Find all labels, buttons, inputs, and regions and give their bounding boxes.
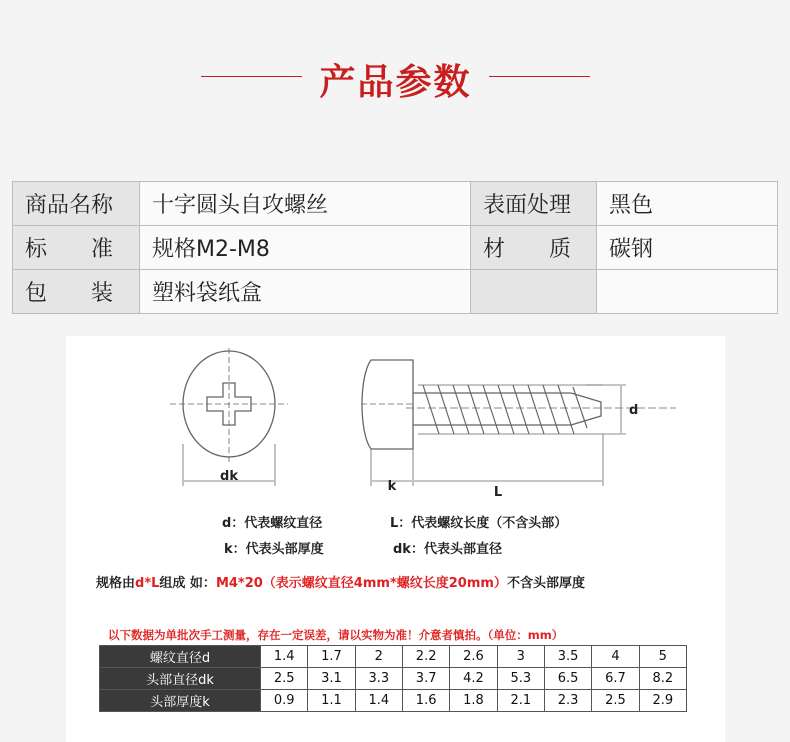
screw-diagram: [66, 336, 725, 742]
title-divider-right: [489, 76, 590, 77]
size-cell: 3.5: [544, 646, 591, 668]
size-row-header: 螺纹直径d: [100, 646, 261, 668]
dim-label-L: L: [493, 485, 503, 500]
params-row: [13, 226, 778, 270]
size-table: [99, 645, 687, 712]
dim-label-dk: dk: [220, 469, 238, 484]
size-cell: 2: [355, 646, 402, 668]
size-cell: 3.3: [355, 668, 402, 690]
title-section: [0, 50, 790, 106]
size-cell: 5: [639, 646, 686, 668]
param-label-name: 商品名称: [13, 182, 140, 226]
dim-label-d: d: [629, 403, 639, 418]
legend-L: L：代表螺纹长度（不含头部）: [390, 516, 568, 531]
size-cell: 1.6: [402, 690, 449, 712]
spec-prefix: 规格由: [96, 576, 136, 591]
title-divider-left: [201, 76, 302, 77]
size-cell: 0.9: [261, 690, 308, 712]
spec-suffix: 不含头部厚度: [506, 576, 585, 591]
screw-drawing: [66, 336, 725, 566]
size-cell: 2.6: [450, 646, 497, 668]
param-value-material: 碳钢: [597, 226, 778, 270]
params-row: [13, 270, 778, 314]
size-cell: 2.9: [639, 690, 686, 712]
size-cell: 3.1: [308, 668, 355, 690]
spec-mid: 组成 如：: [159, 576, 216, 591]
size-cell: 3: [497, 646, 544, 668]
size-cell: 1.8: [450, 690, 497, 712]
screw-head-side-view: [362, 360, 413, 449]
param-value-empty: [597, 270, 778, 314]
param-label-finish: 表面处理: [471, 182, 597, 226]
size-cell: 4.2: [450, 668, 497, 690]
spec-dl: d*L: [135, 576, 160, 591]
size-cell: 6.7: [592, 668, 639, 690]
dim-label-k: k: [387, 479, 397, 494]
param-label-package: 包 装: [13, 270, 140, 314]
size-cell: 8.2: [639, 668, 686, 690]
size-cell: 3.7: [402, 668, 449, 690]
params-table: [12, 181, 778, 314]
param-label-empty: [471, 270, 597, 314]
size-cell: 1.4: [355, 690, 402, 712]
table-row: [100, 668, 687, 690]
size-row-header: 头部厚度k: [100, 690, 261, 712]
size-cell: 2.2: [402, 646, 449, 668]
size-cell: 1.4: [261, 646, 308, 668]
spec-description: [96, 572, 585, 591]
param-label-material: 材 质: [471, 226, 597, 270]
legend-k: k：代表头部厚度: [224, 542, 324, 557]
param-value-name: 十字圆头自攻螺丝: [140, 182, 471, 226]
size-cell: 2.1: [497, 690, 544, 712]
spec-example: M4*20（表示螺纹直径4mm*螺纹长度20mm）: [215, 576, 507, 591]
page-title: 产品参数: [319, 62, 472, 103]
size-cell: 2.3: [544, 690, 591, 712]
size-cell: 4: [592, 646, 639, 668]
size-row-header: 头部直径dk: [100, 668, 261, 690]
size-cell: 1.1: [308, 690, 355, 712]
table-row: [100, 646, 687, 668]
param-value-finish: 黑色: [597, 182, 778, 226]
size-cell: 2.5: [261, 668, 308, 690]
size-cell: 2.5: [592, 690, 639, 712]
measurement-note: 以下数据为单批次手工测量，存在一定误差，请以实物为准！介意者慎拍。（单位：mm）: [108, 628, 564, 642]
size-cell: 1.7: [308, 646, 355, 668]
params-row: [13, 182, 778, 226]
legend-d: d：代表螺纹直径: [222, 516, 323, 531]
table-row: [100, 690, 687, 712]
size-cell: 5.3: [497, 668, 544, 690]
param-value-standard: 规格M2-M8: [140, 226, 471, 270]
param-value-package: 塑料袋纸盒: [140, 270, 471, 314]
legend-dk: dk：代表头部直径: [393, 542, 502, 557]
size-cell: 6.5: [544, 668, 591, 690]
param-label-standard: 标 准: [13, 226, 140, 270]
